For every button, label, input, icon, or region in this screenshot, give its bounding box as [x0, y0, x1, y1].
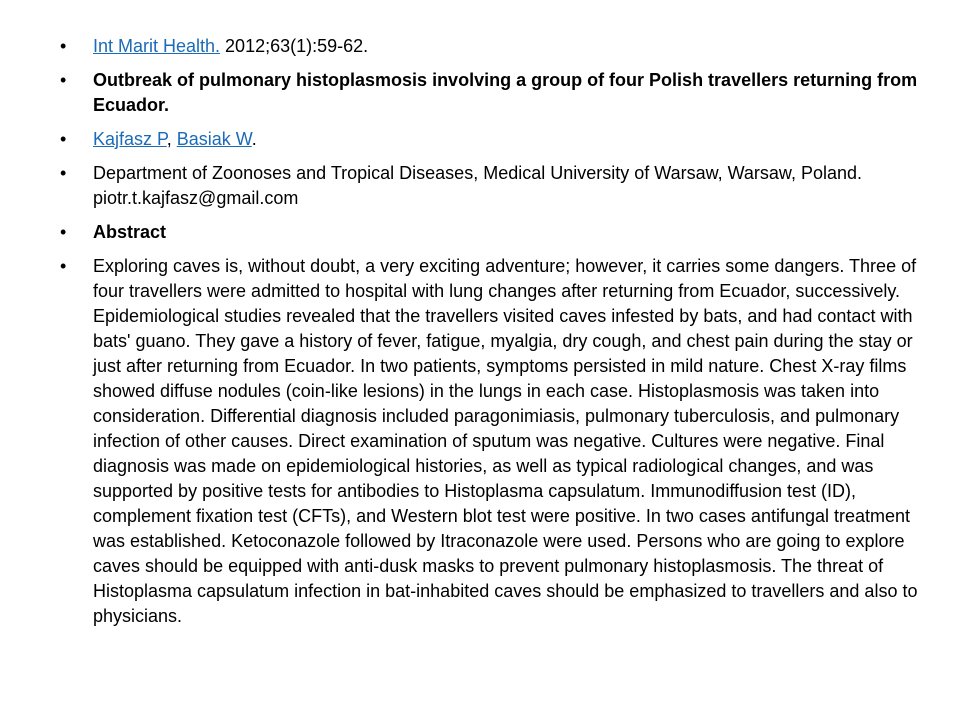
affiliation-item [60, 161, 930, 211]
author-link-basiak[interactable]: Basiak W [176, 129, 252, 149]
abstract-text: Exploring caves is, without doubt, a very exciting adventure; however, it carries some dangers. Three of four travellers were admitted to hospital with lung changes after returning from Ecuador, successively. Epidemiological studies revealed that the travellers visited caves infested by bats, and had contact with bats' guano. They gave a history of fever, fatigue, myalgia, dry cough, and chest pain during the stay or just after returning from Ecuador. In two patients, symptoms persisted in mild nature. Chest X-ray films showed diffuse nodules (coin-like lesions) in the lungs in each case. Histoplasmosis was taken into consideration. Differential diagnosis included paragonimiasis, pulmonary tuberculosis, and pulmonary infection of other causes. Direct examination of sputum was negative. Cultures were negative. Final diagnosis was made on epidemiological histories, as well as typical radiological changes, and was supported by positive tests for antibodies to Histoplasma capsulatum. Immunodiffusion test (ID), complement fixation test (CFTs), and Western blot test were positive. In two cases antifungal treatment was established. Ketoconazole followed by Itraconazole were used. Persons who are going to explore caves should be equipped with anti-dusk masks to prevent pulmonary histoplasmosis. The threat of Histoplasma capsulatum infection in bat-inhabited caves should be emphasized to travellers and also to physicians. [93, 256, 918, 626]
bullet-icon: • [60, 222, 67, 242]
abstract-heading-item [60, 220, 930, 245]
abstract-heading: Abstract [93, 222, 167, 242]
authors-item [60, 127, 930, 152]
journal-link[interactable]: Int Marit Health. [93, 36, 221, 56]
bullet-icon: • [60, 256, 67, 276]
author-link-kajfasz[interactable]: Kajfasz P [93, 129, 167, 149]
bullet-icon: • [60, 70, 67, 90]
title-item [60, 68, 930, 118]
citation-item [60, 34, 930, 59]
affiliation-text: Department of Zoonoses and Tropical Diseases, Medical University of Warsaw, Warsaw, Poland. piotr.t.kajfasz@gmail.com [93, 163, 862, 208]
bullet-list [60, 34, 930, 638]
authors-end: . [251, 129, 257, 149]
abstract-item [60, 254, 930, 629]
bullet-icon: • [60, 129, 67, 149]
citation-details: 2012;63(1):59-62. [220, 36, 369, 56]
bullet-icon: • [60, 36, 67, 56]
article-title: Outbreak of pulmonary histoplasmosis involving a group of four Polish travellers returning from Ecuador. [93, 70, 918, 115]
bullet-icon: • [60, 163, 67, 183]
author-separator: , [166, 129, 177, 149]
